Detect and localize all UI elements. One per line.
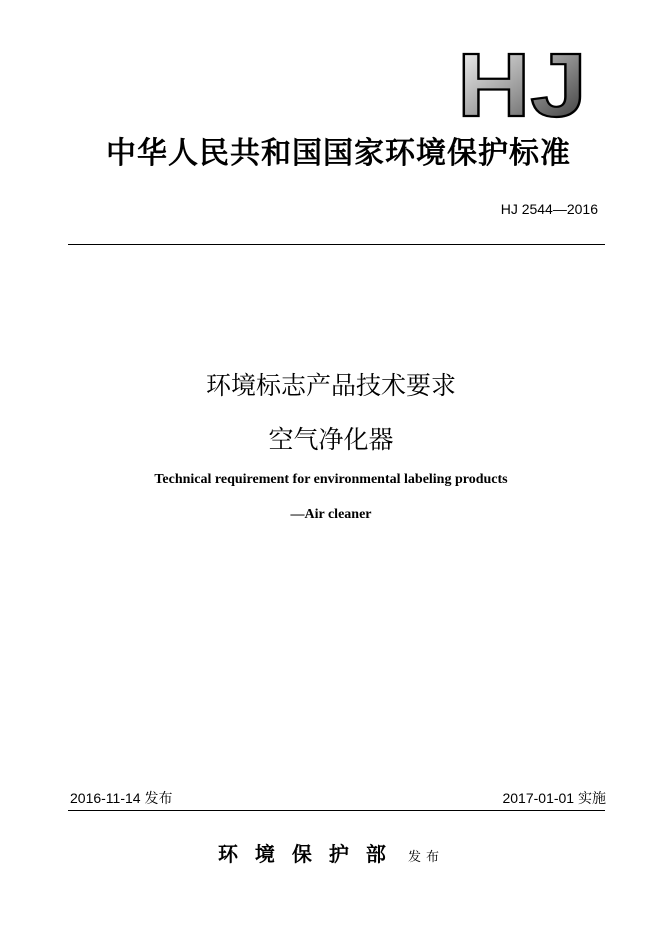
implementation-date: 2017-01-01 实施	[502, 790, 606, 806]
chinese-title-line2: 空气净化器	[268, 425, 394, 454]
issuer-name: 环境保护部	[217, 842, 403, 866]
english-title-line1: Technical requirement for environmental labeling products	[154, 472, 508, 487]
top-divider	[68, 244, 605, 245]
english-title-line2: —Air cleaner	[290, 507, 372, 522]
issue-date: 2016-11-14 发布	[70, 790, 173, 806]
hj-logo	[455, 47, 590, 119]
bottom-divider	[68, 810, 605, 811]
standard-number: HJ 2544—2016	[500, 201, 598, 217]
chinese-title-line1: 环境标志产品技术要求	[205, 371, 456, 400]
issuer-line	[0, 838, 662, 867]
logo-lettering: HJ	[457, 47, 587, 119]
national-standard-title: 中华人民共和国国家环境保护标准	[106, 136, 571, 171]
issuer-suffix: 发布	[408, 850, 445, 865]
